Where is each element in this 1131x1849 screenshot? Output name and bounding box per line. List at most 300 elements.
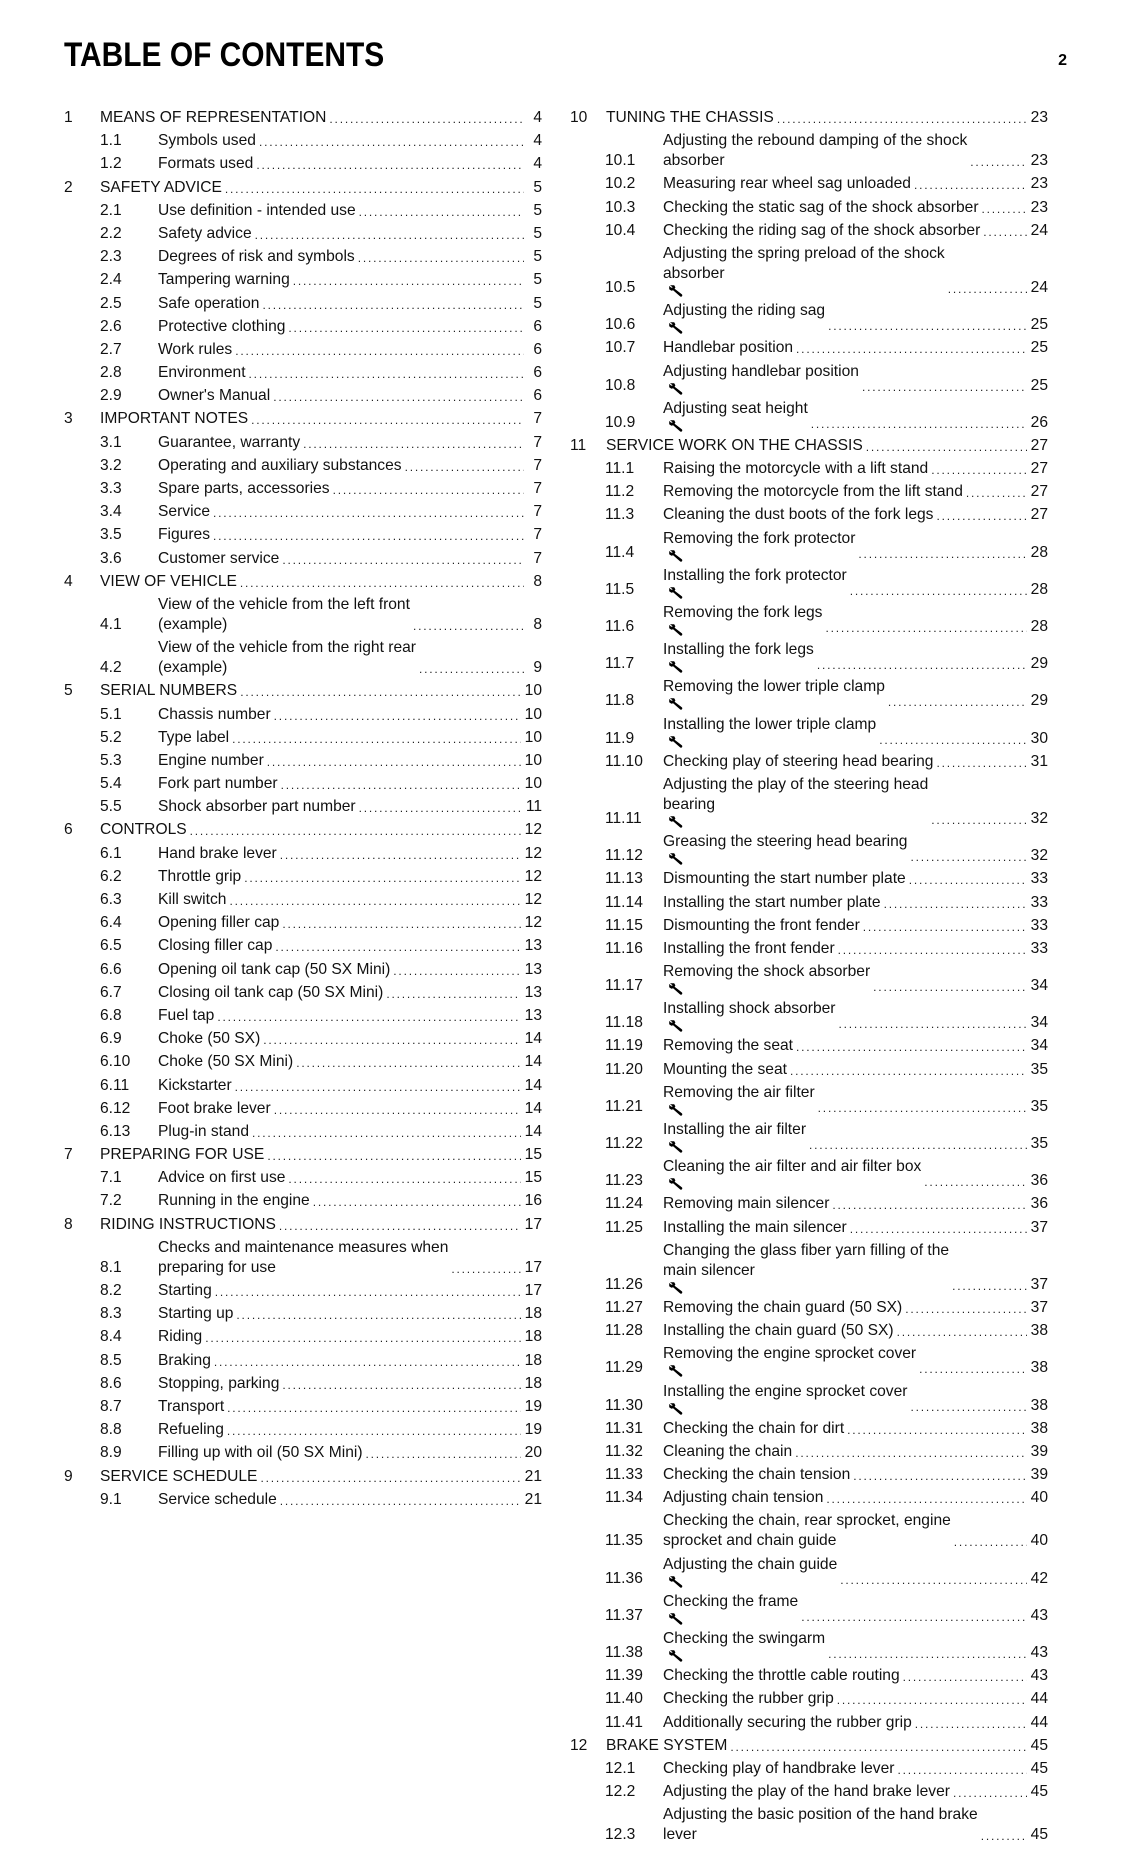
toc-entry-title-line [663, 999, 836, 1033]
toc-entry-title-line: MEANS OF REPRESENTATION [100, 109, 327, 126]
toc-entry[interactable] [64, 983, 542, 1003]
dot-leader [260, 1469, 520, 1487]
toc-entry[interactable] [570, 869, 1048, 889]
toc-entry-title-line: Cleaning the chain [663, 1442, 793, 1460]
toc-entry[interactable] [570, 916, 1048, 936]
toc-entry[interactable] [570, 301, 1048, 335]
toc-entry[interactable] [64, 549, 542, 569]
toc-entry[interactable] [64, 1076, 542, 1096]
toc-entry-title [663, 1419, 844, 1439]
dot-leader [274, 1101, 521, 1119]
wrench-icon [668, 1177, 684, 1191]
toc-entry-number: 10.9 [605, 413, 636, 431]
toc-entry-page: 18 [524, 1305, 542, 1323]
toc-entry-title-text: Removing the shock absorber [663, 963, 871, 981]
toc-entry-title [158, 1374, 279, 1394]
dot-leader [825, 619, 1026, 637]
toc-entry-title-line: Removing the chain guard (50 SX) [663, 1298, 903, 1316]
toc-entry-number: 11.35 [605, 1532, 643, 1550]
toc-entry-number: 11.4 [605, 543, 635, 561]
toc-entry-title [158, 433, 300, 453]
toc-entry-title-text: Removing the lower triple clamp [663, 678, 885, 696]
dot-leader [255, 226, 524, 244]
toc-entry-number: 3 [64, 410, 73, 428]
toc-entry[interactable] [570, 1511, 1048, 1551]
toc-entry-number: 11.27 [605, 1298, 643, 1316]
toc-entry[interactable] [64, 433, 542, 453]
toc-entry-title-line: Checking play of steering head bearing [663, 752, 934, 770]
dot-leader [263, 1031, 520, 1049]
toc-entry-title [158, 1443, 363, 1463]
toc-entry-number: 11.9 [605, 729, 635, 747]
toc-entry[interactable] [64, 774, 542, 794]
toc-entry-title-line: RIDING INSTRUCTIONS [100, 1215, 276, 1233]
dot-leader [840, 1571, 1026, 1589]
toc-entry-page: 43 [1030, 1644, 1048, 1661]
toc-entry-title-line [663, 640, 814, 674]
dot-leader [274, 707, 521, 725]
dot-leader [730, 1738, 1026, 1756]
toc-entry-page: 35 [1030, 1060, 1048, 1078]
toc-entry-title-line: Spare parts, accessories [158, 480, 330, 497]
toc-entry[interactable] [570, 566, 1048, 600]
toc-entry[interactable] [64, 1397, 542, 1417]
toc-entry-page: 18 [524, 1328, 542, 1346]
toc-entry-title [158, 936, 272, 956]
toc-entry-title-line: preparing for use [158, 1258, 276, 1276]
toc-entry-title-line: Type label [158, 728, 230, 746]
toc-entry-title-line: Dismounting the start number plate [663, 870, 906, 888]
toc-entry-number: 11.25 [605, 1218, 643, 1236]
dot-leader [359, 799, 522, 817]
toc-entry[interactable] [570, 775, 1048, 829]
toc-entry-number: 2.2 [100, 224, 122, 242]
toc-entry[interactable] [570, 1759, 1048, 1779]
toc-entry[interactable] [570, 1157, 1048, 1191]
toc-entry-number: 11.23 [605, 1172, 643, 1190]
toc-entry[interactable] [570, 1592, 1048, 1626]
dot-leader [451, 1260, 520, 1278]
dot-leader [838, 941, 1027, 959]
toc-entry-number: 6.5 [100, 937, 122, 955]
toc-entry[interactable] [64, 1191, 542, 1211]
dot-leader [790, 1062, 1027, 1080]
toc-entry-number: 11.18 [605, 1014, 643, 1032]
toc-entry-title [606, 436, 863, 456]
wrench-icon [668, 660, 684, 674]
toc-entry-title-line [663, 1261, 949, 1295]
toc-entry-title [663, 1759, 894, 1779]
toc-entry-number: 7 [64, 1146, 73, 1164]
toc-entry-number: 12.2 [605, 1783, 636, 1801]
toc-entry[interactable] [570, 715, 1048, 749]
toc-entry-title [663, 1344, 916, 1378]
toc-entry[interactable] [64, 960, 542, 980]
toc-entry[interactable] [64, 317, 542, 337]
toc-entry[interactable] [64, 178, 542, 198]
toc-entry-title [158, 595, 410, 635]
toc-entry[interactable] [570, 1488, 1048, 1508]
toc-entry-title [158, 890, 226, 910]
toc-entry[interactable] [64, 867, 542, 887]
toc-entry-title [663, 1488, 823, 1508]
toc-entry-page: 37 [1030, 1298, 1048, 1316]
toc-entry-number: 11.19 [605, 1037, 643, 1055]
toc-entry[interactable] [570, 1382, 1048, 1416]
toc-entry-title [158, 1351, 211, 1371]
toc-entry-title [663, 529, 855, 563]
toc-entry-title-text: Installing the fork protector [663, 566, 847, 584]
toc-entry-page: 33 [1030, 939, 1048, 957]
toc-entry[interactable] [570, 1419, 1048, 1439]
dot-leader [924, 1173, 1026, 1191]
toc-entry-page: 36 [1030, 1172, 1048, 1190]
toc-entry[interactable] [570, 1713, 1048, 1733]
toc-entry-page: 29 [1030, 692, 1048, 710]
toc-entry-title-line: Service schedule [158, 1490, 277, 1508]
toc-entry[interactable] [570, 603, 1048, 637]
toc-entry-title-line: Installing the chain guard (50 SX) [663, 1322, 894, 1340]
toc-entry[interactable] [570, 1194, 1048, 1214]
toc-entry[interactable] [570, 1442, 1048, 1462]
toc-entry-number: 4.1 [100, 615, 122, 633]
toc-entry[interactable] [64, 844, 542, 864]
toc-entry-title [158, 1327, 202, 1347]
toc-entry-title [663, 1666, 900, 1686]
toc-entry[interactable] [570, 1083, 1048, 1117]
toc-entry-title-line: Throttle grip [158, 867, 242, 885]
toc-entry[interactable] [64, 224, 542, 244]
dot-leader [303, 435, 524, 453]
toc-entry[interactable] [570, 529, 1048, 563]
toc-entry[interactable] [570, 399, 1048, 433]
toc-entry[interactable] [570, 1218, 1048, 1238]
toc-entry-title [158, 1006, 214, 1026]
toc-entry-page: 36 [1030, 1195, 1048, 1213]
toc-entry[interactable] [64, 131, 542, 151]
toc-entry-title [158, 728, 229, 748]
toc-entry[interactable] [570, 999, 1048, 1033]
toc-entry[interactable] [570, 505, 1048, 525]
toc-entry-title-text: Adjusting seat height [663, 399, 808, 417]
toc-entry[interactable] [64, 1490, 542, 1510]
toc-entry-page: 28 [1030, 580, 1048, 598]
toc-entry[interactable] [64, 456, 542, 476]
toc-entry-title [158, 456, 402, 476]
toc-entry[interactable] [64, 1122, 542, 1142]
dot-leader [931, 461, 1026, 479]
toc-entry[interactable] [570, 174, 1048, 194]
toc-entry-number: 12 [570, 1736, 588, 1754]
toc-entry[interactable] [570, 1782, 1048, 1802]
dot-leader [229, 892, 520, 910]
toc-entry[interactable] [64, 728, 542, 748]
toc-entry-page: 21 [524, 1467, 542, 1485]
toc-entry-title-text: main silencer [663, 1261, 755, 1279]
toc-entry-title-line [663, 1382, 907, 1416]
toc-entry-number: 11.39 [605, 1667, 643, 1685]
toc-entry-title-line: (example) [158, 615, 228, 633]
toc-entry-title-line: Shock absorber part number [158, 798, 356, 816]
toc-entry[interactable] [570, 221, 1048, 241]
toc-entry-page: 14 [524, 1053, 542, 1071]
toc-entry[interactable] [64, 525, 542, 545]
toc-entry-title-line: Changing the glass fiber yarn filling of the [663, 1241, 950, 1259]
toc-entry-title-line: Adjusting chain tension [663, 1489, 824, 1507]
toc-entry-page: 17 [524, 1282, 542, 1299]
toc-entry-page: 43 [1030, 1667, 1048, 1685]
toc-entry[interactable] [570, 893, 1048, 913]
toc-entry[interactable] [64, 294, 542, 314]
toc-entry[interactable] [64, 1029, 542, 1049]
toc-entry-title-text: Installing shock absorber [663, 1000, 836, 1018]
toc-entry-title-text: Installing the fork legs [663, 641, 814, 659]
toc-entry-title-line: Adjusting the play of the hand brake lever [663, 1783, 950, 1801]
toc-entry-title-line: Customer service [158, 549, 280, 567]
toc-entry-title-line [663, 715, 876, 749]
toc-entry-title-line: Riding [158, 1328, 203, 1346]
toc-entry[interactable] [570, 459, 1048, 479]
toc-entry[interactable] [64, 479, 542, 499]
toc-entry-number: 6.4 [100, 914, 122, 932]
toc-entry[interactable] [570, 1689, 1048, 1709]
toc-entry-title-line: Choke (50 SX Mini) [158, 1053, 294, 1071]
toc-entry[interactable] [64, 247, 542, 267]
toc-entry[interactable] [64, 1443, 542, 1463]
toc-entry[interactable] [64, 913, 542, 933]
dot-leader [796, 1038, 1027, 1056]
toc-entry[interactable] [64, 270, 542, 290]
toc-entry-page: 6 [533, 340, 542, 358]
toc-entry-title-line: Choke (50 SX) [158, 1030, 261, 1048]
toc-entry[interactable] [64, 572, 542, 592]
toc-entry[interactable] [64, 201, 542, 221]
toc-entry[interactable] [570, 1736, 1048, 1756]
toc-entry-title-line: Engine number [158, 751, 264, 769]
toc-entry[interactable] [570, 1805, 1048, 1845]
toc-entry[interactable] [64, 936, 542, 956]
toc-entry[interactable] [570, 1666, 1048, 1686]
toc-entry[interactable] [64, 1467, 542, 1487]
toc-entry[interactable] [570, 108, 1048, 128]
toc-entry-number: 4 [64, 572, 73, 590]
toc-entry[interactable] [570, 1555, 1048, 1589]
toc-entry-title [606, 108, 774, 128]
toc-entry-page: 38 [1030, 1322, 1048, 1340]
toc-entry[interactable] [570, 1120, 1048, 1154]
toc-entry-title-line: Mounting the seat [663, 1060, 787, 1078]
wrench-icon [668, 852, 684, 866]
toc-entry[interactable] [570, 244, 1048, 298]
dot-leader [282, 1376, 520, 1394]
toc-entry[interactable] [64, 1374, 542, 1394]
toc-entry-title [100, 1467, 257, 1487]
toc-entry[interactable] [64, 154, 542, 174]
toc-entry[interactable] [64, 1327, 542, 1347]
toc-entry[interactable] [64, 1281, 542, 1301]
toc-entry[interactable] [64, 1145, 542, 1165]
toc-entry-title [663, 399, 808, 433]
toc-entry[interactable] [570, 1298, 1048, 1318]
toc-entry-title [663, 1465, 850, 1485]
toc-entry[interactable] [570, 1344, 1048, 1378]
toc-entry-title [663, 939, 835, 959]
dot-leader [282, 915, 520, 933]
dot-leader [809, 1136, 1027, 1154]
toc-entry[interactable] [64, 705, 542, 725]
toc-entry-number: 11.34 [605, 1489, 643, 1507]
toc-entry-page: 5 [533, 271, 542, 289]
toc-entry[interactable] [64, 1168, 542, 1188]
toc-entry-title [100, 108, 326, 128]
dot-leader [358, 249, 524, 267]
toc-entry[interactable] [570, 436, 1048, 456]
dot-leader [981, 1827, 1027, 1845]
toc-entry-title-line [663, 301, 825, 335]
dot-leader [419, 660, 524, 678]
toc-entry[interactable] [64, 1052, 542, 1072]
toc-entry-title-text: Greasing the steering head bearing [663, 833, 908, 851]
toc-entry-title [663, 715, 876, 749]
toc-entry[interactable] [64, 1351, 542, 1371]
dot-leader [936, 754, 1026, 772]
toc-entry[interactable] [64, 638, 542, 678]
toc-entry-number: 9.1 [100, 1490, 122, 1508]
toc-entry[interactable] [570, 1036, 1048, 1056]
toc-entry-title [663, 1689, 834, 1709]
toc-entry-title-line: Safety advice [158, 224, 252, 242]
toc-entry-number: 8.4 [100, 1328, 122, 1346]
toc-entry-title-line: BRAKE SYSTEM [606, 1736, 728, 1754]
toc-entry-title [158, 201, 356, 221]
toc-entry-title [663, 1157, 921, 1191]
toc-entry[interactable] [64, 108, 542, 128]
toc-entry-title-line: SERVICE WORK ON THE CHASSIS [606, 436, 863, 454]
toc-entry-page: 34 [1030, 977, 1048, 995]
toc-entry[interactable] [570, 962, 1048, 996]
toc-entry[interactable] [64, 502, 542, 522]
toc-entry-title [663, 1120, 806, 1154]
toc-entry-number: 3.5 [100, 526, 122, 544]
toc-entry[interactable] [64, 409, 542, 429]
toc-entry-title-line [663, 1629, 825, 1663]
toc-entry-title-line: Cleaning the dust boots of the fork legs [663, 506, 934, 524]
toc-entry[interactable] [570, 677, 1048, 711]
toc-entry[interactable] [64, 890, 542, 910]
toc-entry[interactable] [64, 363, 542, 383]
toc-entry-title-line [663, 264, 945, 298]
toc-entry-number: 11.31 [605, 1419, 643, 1437]
toc-entry-number: 11 [570, 436, 587, 454]
toc-entry-page: 31 [1030, 752, 1048, 770]
toc-entry[interactable] [570, 362, 1048, 396]
toc-entry-title [158, 913, 279, 933]
toc-entry-title [158, 1099, 271, 1119]
toc-entry-page: 45 [1030, 1759, 1048, 1777]
toc-entry[interactable] [64, 386, 542, 406]
toc-entry[interactable] [64, 681, 542, 701]
toc-entry[interactable] [64, 1420, 542, 1440]
toc-entry[interactable] [570, 1241, 1048, 1295]
toc-entry-page: 38 [1030, 1396, 1048, 1414]
dot-leader [914, 176, 1027, 194]
toc-entry[interactable] [570, 482, 1048, 502]
toc-entry-title-line: Hand brake lever [158, 844, 277, 862]
toc-entry-title-line: Protective clothing [158, 317, 286, 335]
wrench-icon [668, 1612, 684, 1626]
toc-entry[interactable] [570, 1629, 1048, 1663]
toc-entry[interactable] [64, 340, 542, 360]
toc-entry[interactable] [64, 797, 542, 817]
toc-entry-title-line: Closing oil tank cap (50 SX Mini) [158, 983, 384, 1001]
toc-entry-page: 13 [524, 1006, 542, 1024]
toc-entry-page: 10 [524, 682, 542, 700]
toc-entry-page: 7 [533, 503, 542, 521]
toc-entry-number: 12.1 [605, 1759, 636, 1777]
dot-leader [837, 1691, 1027, 1709]
toc-entry[interactable] [570, 131, 1048, 171]
toc-entry[interactable] [64, 1238, 542, 1278]
toc-entry[interactable] [570, 752, 1048, 772]
toc-entry[interactable] [570, 832, 1048, 866]
toc-entry[interactable] [64, 1304, 542, 1324]
toc-entry[interactable] [570, 198, 1048, 218]
toc-entry-number: 5.3 [100, 751, 122, 769]
toc-entry[interactable] [64, 1099, 542, 1119]
toc-entry[interactable] [570, 939, 1048, 959]
toc-entry-title-line: Checking the chain tension [663, 1466, 851, 1484]
toc-entry-page: 45 [1030, 1826, 1048, 1844]
dot-leader [970, 153, 1026, 171]
toc-entry-title-line: Adjusting the play of the steering head [663, 775, 929, 793]
dot-leader [818, 1099, 1027, 1117]
dot-leader [777, 110, 1027, 128]
dot-leader [866, 438, 1027, 456]
toc-entry-title-text: Adjusting handlebar position [663, 362, 859, 380]
toc-entry-title [663, 482, 963, 502]
toc-entry-number: 2.9 [100, 387, 122, 405]
toc-entry[interactable] [64, 751, 542, 771]
toc-entry-number: 9 [64, 1467, 73, 1485]
toc-entry[interactable] [570, 1060, 1048, 1080]
toc-entry-title [158, 294, 259, 314]
toc-entry[interactable] [64, 820, 542, 840]
toc-entry-title [663, 1194, 829, 1214]
toc-entry-title [663, 752, 933, 772]
toc-entry[interactable] [570, 1465, 1048, 1485]
toc-entry-title [100, 1145, 264, 1165]
toc-entry-page: 45 [1030, 1783, 1048, 1801]
dot-leader [888, 693, 1027, 711]
dot-leader [817, 656, 1027, 674]
toc-entry-title-line: Kill switch [158, 891, 227, 908]
toc-entry-number: 2.1 [100, 201, 122, 219]
toc-entry-title-line: View of the vehicle from the right rear [158, 639, 416, 657]
toc-entry-title-line: Checking the rubber grip [663, 1690, 834, 1708]
toc-entry-title-line [663, 677, 885, 711]
toc-entry[interactable] [64, 1215, 542, 1235]
toc-entry[interactable] [570, 640, 1048, 674]
toc-entry-title [663, 1511, 951, 1551]
toc-entry-number: 5.2 [100, 728, 122, 746]
toc-entry-title-line: Checking the chain, rear sprocket, engine [663, 1512, 951, 1530]
toc-entry[interactable] [570, 1321, 1048, 1341]
toc-entry[interactable] [570, 338, 1048, 358]
toc-entry[interactable] [64, 595, 542, 635]
toc-entry[interactable] [64, 1006, 542, 1026]
toc-entry-title-line: Degrees of risk and symbols [158, 248, 355, 266]
toc-entry-title-line: View of the vehicle from the left front [158, 595, 410, 613]
